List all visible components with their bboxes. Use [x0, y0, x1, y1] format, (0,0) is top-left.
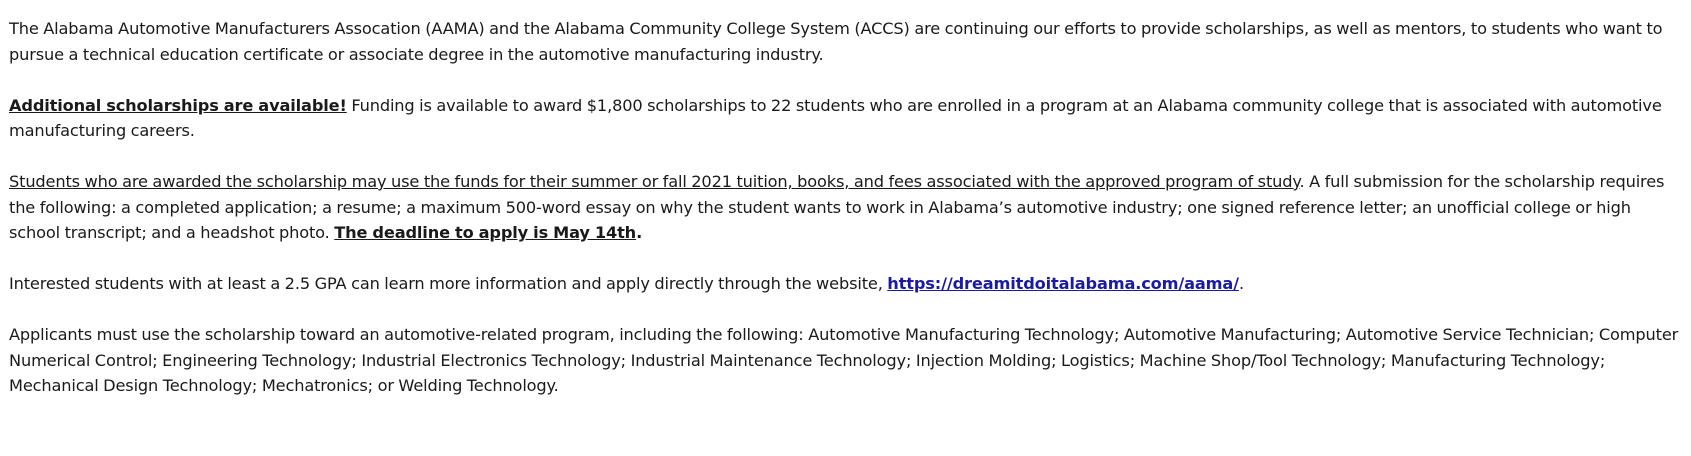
- document-body: [9, 16, 1683, 424]
- website-intro-text: Interested students with at least a 2.5 GPA can learn more information and apply directly through the website,: [9, 274, 888, 293]
- requirements-text: . A full submission for the scholarship requires the following: a completed application; a resume; a maximum 500-word essay on why the student wants to work in Alabama’s automotive industry; one signed reference letter; an unofficial college or high school transcript; and a headshot photo.: [9, 172, 1665, 242]
- intro-text: The Alabama Automotive Manufacturers Assocation (AAMA) and the Alabama Community College System (ACCS) are continuing our efforts to provide scholarships, as well as mentors, to students who want to pursue a technical education certificate or associate degree in the automotive manufacturing industry.: [9, 19, 1663, 64]
- intro-paragraph: [9, 16, 1683, 67]
- deadline-period: .: [636, 223, 643, 242]
- requirements-paragraph: [9, 169, 1683, 246]
- website-link[interactable]: https://dreamitdoitalabama.com/aama/: [887, 274, 1239, 293]
- website-paragraph: [9, 271, 1683, 297]
- website-period: .: [1238, 274, 1244, 293]
- programs-text: Applicants must use the scholarship toward an automotive-related program, including the following: Automotive Manufacturing Technology; Automotive Manufacturing; Automotive Service Technician; Computer Numerical Control; Engineering Technology; Industrial Electronics Technology; Industrial Maintenance Technology; Injection Molding; Logistics; Machine Shop/Tool Technology; Manufacturing Technology; Mechanical Design Technology; Mechatronics; or Welding Technology.: [9, 325, 1679, 395]
- funds-usage-text: Students who are awarded the scholarship may use the funds for their summer or fall 2021 tuition, books, and fees associated with the approved program of study: [9, 172, 1300, 191]
- deadline-text: The deadline to apply is May 14th: [334, 223, 637, 242]
- availability-text: Funding is available to award $1,800 scholarships to 22 students who are enrolled in a program at an Alabama community college that is associated with automotive manufacturing careers.: [9, 95, 1662, 140]
- programs-paragraph: [9, 322, 1683, 399]
- availability-paragraph: [9, 93, 1683, 144]
- availability-heading: Additional scholarships are available!: [9, 95, 347, 115]
